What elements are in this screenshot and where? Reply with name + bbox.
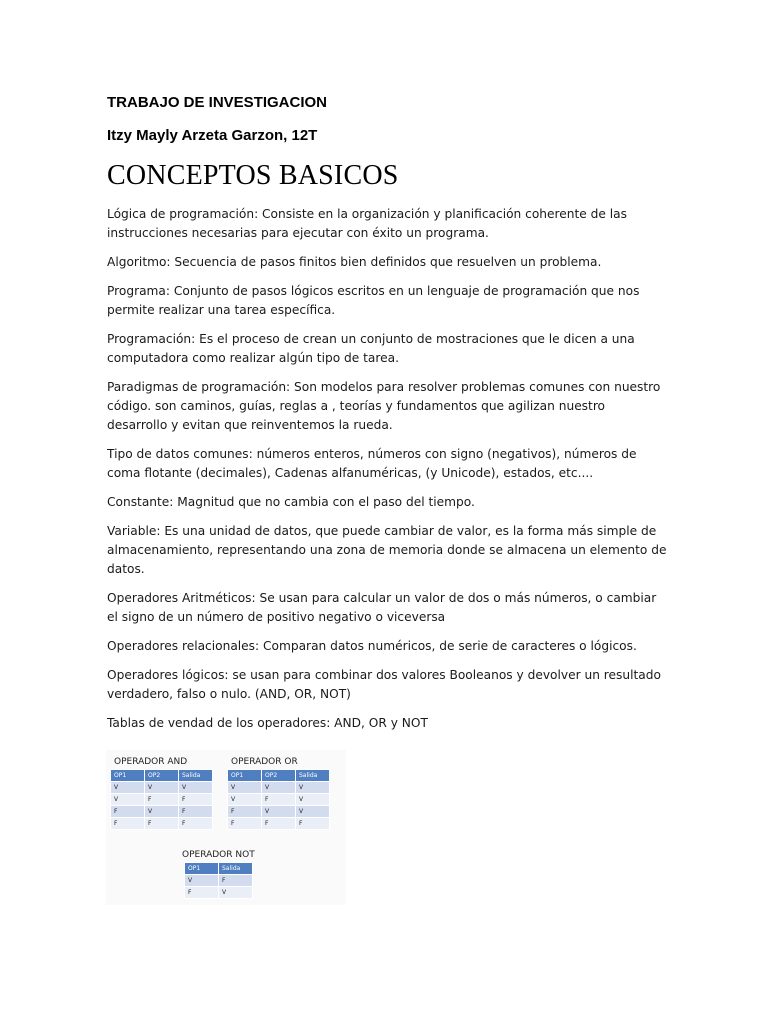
table-cell: V: [228, 794, 262, 806]
author-line: Itzy Mayly Arzeta Garzon, 12T: [107, 127, 318, 144]
table-cell: V: [145, 806, 179, 818]
and-header-cell: OP2: [145, 770, 179, 782]
or-header-cell: Salida: [296, 770, 330, 782]
paragraph-algoritmo: Algoritmo: Secuencia de pasos finitos bien definidos que resuelven un problema.: [107, 255, 602, 269]
paragraph-logica: Lógica de programación: Consiste en la organización y planificación coherente de las instrucciones necesarias para ejecutar con éxito un programa.: [107, 207, 627, 240]
table-cell: F: [111, 806, 145, 818]
table-cell: V: [296, 794, 330, 806]
table-cell: V: [228, 782, 262, 794]
or-table-title: OPERADOR OR: [231, 757, 298, 767]
document-body: [107, 205, 667, 743]
table-cell: F: [219, 875, 253, 887]
table-cell: F: [228, 818, 262, 830]
table-cell: V: [296, 782, 330, 794]
paragraph-op-aritmeticos: Operadores Aritméticos: Se usan para calcular un valor de dos o más números, o cambiar el signo de un número de positivo negativo o viceversa: [107, 591, 657, 624]
table-cell: V: [262, 806, 296, 818]
table-row: [185, 887, 253, 899]
and-table-block: [110, 757, 213, 830]
truth-tables-figure: [106, 750, 346, 905]
table-cell: V: [145, 782, 179, 794]
not-header-cell: OP1: [185, 863, 219, 875]
table-cell: V: [111, 782, 145, 794]
table-cell: F: [145, 794, 179, 806]
table-cell: F: [179, 794, 213, 806]
and-header-cell: OP1: [111, 770, 145, 782]
table-cell: F: [179, 806, 213, 818]
and-header-cell: Salida: [179, 770, 213, 782]
table-row: [111, 794, 213, 806]
table-row: [111, 818, 213, 830]
table-cell: F: [296, 818, 330, 830]
table-cell: V: [185, 875, 219, 887]
paragraph-programa: Programa: Conjunto de pasos lógicos escritos en un lenguaje de programación que nos permite realizar una tarea específica.: [107, 284, 640, 317]
or-header-cell: OP1: [228, 770, 262, 782]
paragraph-variable: Variable: Es una unidad de datos, que puede cambiar de valor, es la forma más simple de almacenamiento, representando una zona de memoria donde se almacena un elemento de datos.: [107, 524, 667, 576]
paragraph-tablas: Tablas de vendad de los operadores: AND, OR y NOT: [107, 716, 428, 730]
table-row: [228, 806, 330, 818]
document-title: TRABAJO DE INVESTIGACION: [107, 94, 328, 111]
table-cell: F: [145, 818, 179, 830]
or-header-cell: OP2: [262, 770, 296, 782]
table-cell: F: [262, 794, 296, 806]
or-truth-table: [227, 769, 330, 830]
paragraph-op-logicos: Operadores lógicos: se usan para combinar dos valores Booleanos y devolver un resultado verdadero, falso o nulo. (AND, OR, NOT): [107, 668, 661, 701]
and-table-title: OPERADOR AND: [114, 757, 188, 767]
paragraph-paradigmas: Paradigmas de programación: Son modelos para resolver problemas comunes con nuestro código. son caminos, guías, reglas a , teorías y fundamentos que agilizan nuestro desarrollo y evitan que reinventemos la rueda.: [107, 380, 661, 432]
and-truth-table: [110, 769, 213, 830]
not-table-block: [178, 850, 255, 899]
table-cell: F: [111, 818, 145, 830]
table-cell: V: [262, 782, 296, 794]
table-cell: V: [296, 806, 330, 818]
table-cell: F: [179, 818, 213, 830]
table-cell: F: [185, 887, 219, 899]
section-heading: CONCEPTOS BASICOS: [107, 160, 399, 191]
table-cell: V: [219, 887, 253, 899]
paragraph-op-relacionales: Operadores relacionales: Comparan datos numéricos, de serie de caracteres o lógicos.: [107, 639, 637, 653]
table-row: [228, 818, 330, 830]
table-cell: F: [262, 818, 296, 830]
table-cell: V: [179, 782, 213, 794]
table-row: [111, 782, 213, 794]
table-row: [111, 806, 213, 818]
table-cell: V: [111, 794, 145, 806]
or-table-block: [227, 757, 330, 830]
not-truth-table: [184, 862, 253, 899]
table-cell: F: [228, 806, 262, 818]
paragraph-tipos-datos: Tipo de datos comunes: números enteros, números con signo (negativos), números de coma flotante (decimales), Cadenas alfanuméricas, (y Unicode), estados, etc....: [107, 447, 637, 480]
not-table-title: OPERADOR NOT: [182, 850, 255, 860]
table-row: [228, 794, 330, 806]
paragraph-programacion: Programación: Es el proceso de crean un conjunto de mostraciones que le dicen a una computadora como realizar algún tipo de tarea.: [107, 332, 635, 365]
table-row: [185, 875, 253, 887]
paragraph-constante: Constante: Magnitud que no cambia con el paso del tiempo.: [107, 495, 475, 509]
not-header-cell: Salida: [219, 863, 253, 875]
table-row: [228, 782, 330, 794]
